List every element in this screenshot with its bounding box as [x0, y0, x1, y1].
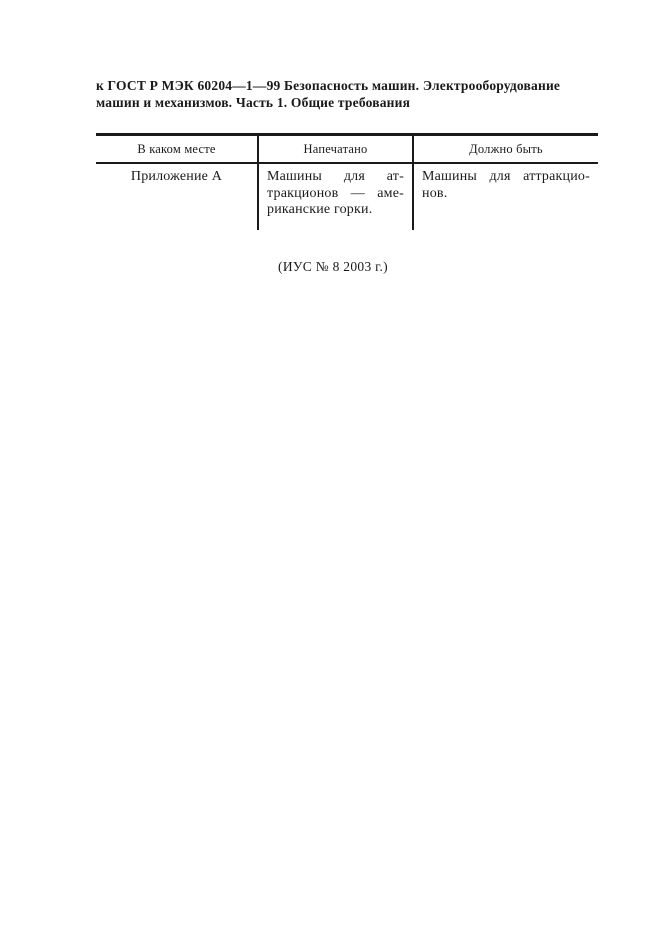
table-row	[96, 163, 598, 230]
table-header-row	[96, 135, 598, 164]
document-title	[96, 77, 582, 111]
cell-printed-line-2: тракционов — аме-	[267, 185, 404, 201]
cell-printed	[258, 163, 413, 230]
correction-table	[96, 133, 598, 230]
cell-location: Приложение А	[130, 169, 223, 184]
document-title-line-2: машин и механизмов. Часть 1. Общие требования	[96, 95, 411, 110]
column-header-printed: Напечатано	[258, 135, 413, 164]
column-header-should-be: Должно быть	[413, 135, 598, 164]
cell-should-be-line-1: Машины для аттракцио-	[422, 169, 590, 184]
column-header-location: В каком месте	[96, 135, 258, 164]
cell-should-be-line-2: нов.	[422, 185, 448, 201]
cell-printed-line-1: Машины для ат-	[267, 169, 404, 184]
cell-should-be	[413, 163, 598, 230]
document-title-line-1: к ГОСТ Р МЭК 60204—1—99 Безопасность машин. Электрооборудование	[96, 78, 561, 93]
cell-printed-line-3: риканские горки.	[267, 202, 373, 217]
footer-note: (ИУС № 8 2003 г.)	[278, 259, 388, 274]
